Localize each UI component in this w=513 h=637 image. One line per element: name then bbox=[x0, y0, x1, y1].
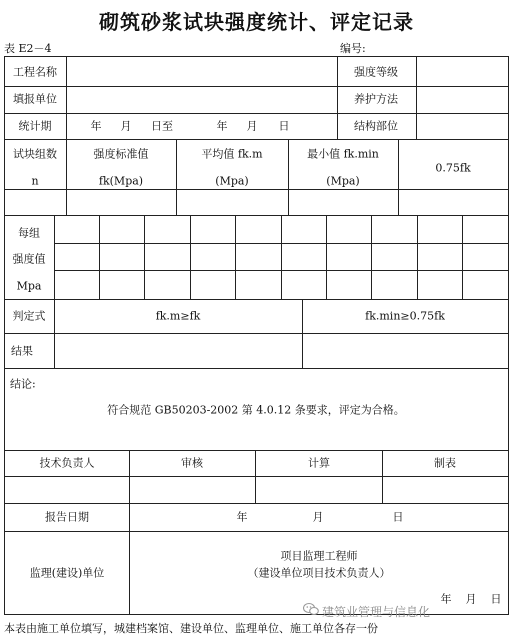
factor-label: 0.75fk bbox=[435, 161, 471, 175]
wechat-logo-icon bbox=[303, 602, 319, 616]
form-number: 表 E2－4 bbox=[4, 42, 52, 55]
strength-unit-label: Mpa bbox=[16, 279, 42, 293]
per-group-label: 每组 bbox=[18, 226, 40, 240]
grid-line bbox=[4, 189, 509, 190]
grid-line bbox=[288, 139, 289, 216]
grid-line bbox=[281, 215, 282, 300]
grid-line bbox=[4, 113, 509, 114]
grid-line bbox=[4, 531, 509, 532]
grid-line bbox=[4, 56, 509, 57]
period-from-year: 年 bbox=[90, 119, 102, 133]
project-name-label: 工程名称 bbox=[13, 65, 57, 79]
conclusion-label: 结论: bbox=[10, 377, 36, 391]
grid-line bbox=[54, 215, 55, 300]
grid-line bbox=[66, 56, 67, 140]
grid-line bbox=[4, 614, 509, 615]
grid-line bbox=[371, 215, 372, 300]
stat-period-label: 统计期 bbox=[18, 119, 52, 133]
group-count-symbol: n bbox=[31, 174, 39, 188]
period-from-month: 月 bbox=[120, 119, 132, 133]
grid-line bbox=[4, 56, 5, 615]
criteria-label: 判定式 bbox=[12, 309, 46, 323]
calculator-label: 计算 bbox=[308, 456, 330, 470]
grid-line bbox=[235, 215, 236, 300]
conclusion-text: 符合规范 GB50203-2002 第 4.0.12 条要求，评定为合格。 bbox=[107, 403, 405, 417]
supervision-unit-label: 监理(建设)单位 bbox=[29, 566, 105, 580]
average-label: 平均值 fk.m bbox=[201, 147, 263, 161]
report-date-label: 报告日期 bbox=[45, 510, 89, 524]
grid-line bbox=[4, 368, 509, 369]
period-from-day: 日至 bbox=[151, 119, 173, 133]
average-unit: (Mpa) bbox=[215, 174, 249, 188]
grid-line bbox=[302, 299, 303, 369]
minimum-label: 最小值 fk.min bbox=[307, 147, 379, 161]
reporting-unit-label: 填报单位 bbox=[13, 92, 57, 106]
grid-line bbox=[4, 139, 509, 140]
grid-line bbox=[4, 503, 509, 504]
strength-grade-label: 强度等级 bbox=[354, 65, 398, 79]
supervision-date-year: 年 bbox=[440, 592, 452, 606]
grid-line bbox=[398, 139, 399, 216]
standard-strength-unit: fk(Mpa) bbox=[98, 174, 144, 188]
grid-line bbox=[4, 86, 509, 87]
grid-line bbox=[144, 215, 145, 300]
serial-number-label: 编号: bbox=[340, 42, 366, 55]
grid-line bbox=[190, 215, 191, 300]
report-date-day: 日 bbox=[392, 510, 404, 524]
grid-line bbox=[462, 215, 463, 300]
report-date-year: 年 bbox=[236, 510, 248, 524]
grid-line bbox=[4, 450, 509, 451]
owner-representative-label: （建设单位项目技术负责人） bbox=[247, 566, 391, 580]
grid-line bbox=[4, 299, 509, 300]
grid-line bbox=[255, 450, 256, 504]
grid-line bbox=[129, 450, 130, 504]
strength-value-label: 强度值 bbox=[12, 252, 46, 266]
criteria-formula-mean: fk.m≥fk bbox=[155, 309, 201, 323]
supervising-engineer-label: 项目监理工程师 bbox=[280, 549, 358, 563]
grid-line bbox=[176, 139, 177, 216]
group-count-label: 试块组数 bbox=[13, 147, 57, 161]
record-form-table bbox=[4, 56, 509, 615]
technical-lead-label: 技术负责人 bbox=[39, 456, 95, 470]
grid-line bbox=[337, 56, 338, 140]
report-date-month: 月 bbox=[312, 510, 324, 524]
criteria-formula-min: fk.min≥0.75fk bbox=[365, 309, 445, 323]
grid-line bbox=[54, 299, 55, 369]
grid-line bbox=[4, 476, 509, 477]
result-label: 结果 bbox=[11, 344, 33, 358]
grid-line bbox=[66, 139, 67, 216]
supervision-date-month: 月 bbox=[465, 592, 477, 606]
grid-line bbox=[129, 503, 130, 615]
grid-line bbox=[4, 333, 509, 334]
grid-line bbox=[382, 450, 383, 504]
grid-line bbox=[4, 215, 509, 216]
minimum-unit: (Mpa) bbox=[326, 174, 360, 188]
curing-method-label: 养护方法 bbox=[354, 92, 398, 106]
period-to-year: 年 bbox=[216, 119, 228, 133]
structure-part-label: 结构部位 bbox=[354, 119, 398, 133]
grid-line bbox=[416, 56, 417, 140]
grid-line bbox=[326, 215, 327, 300]
period-to-day: 日 bbox=[278, 119, 290, 133]
reviewer-label: 审核 bbox=[181, 456, 203, 470]
footer-note: 本表由施工单位填写，城建档案馆、建设单位、监理单位、施工单位各存一份 bbox=[4, 622, 378, 635]
grid-line bbox=[508, 56, 509, 615]
watermark-text: 建筑业管理与信息化 bbox=[322, 605, 431, 619]
period-to-month: 月 bbox=[246, 119, 258, 133]
supervision-date-day: 日 bbox=[490, 592, 502, 606]
grid-line bbox=[417, 215, 418, 300]
grid-line bbox=[99, 215, 100, 300]
form-title: 砌筑砂浆试块强度统计、评定记录 bbox=[99, 10, 414, 34]
preparer-label: 制表 bbox=[434, 456, 456, 470]
standard-strength-label: 强度标准值 bbox=[93, 147, 149, 161]
